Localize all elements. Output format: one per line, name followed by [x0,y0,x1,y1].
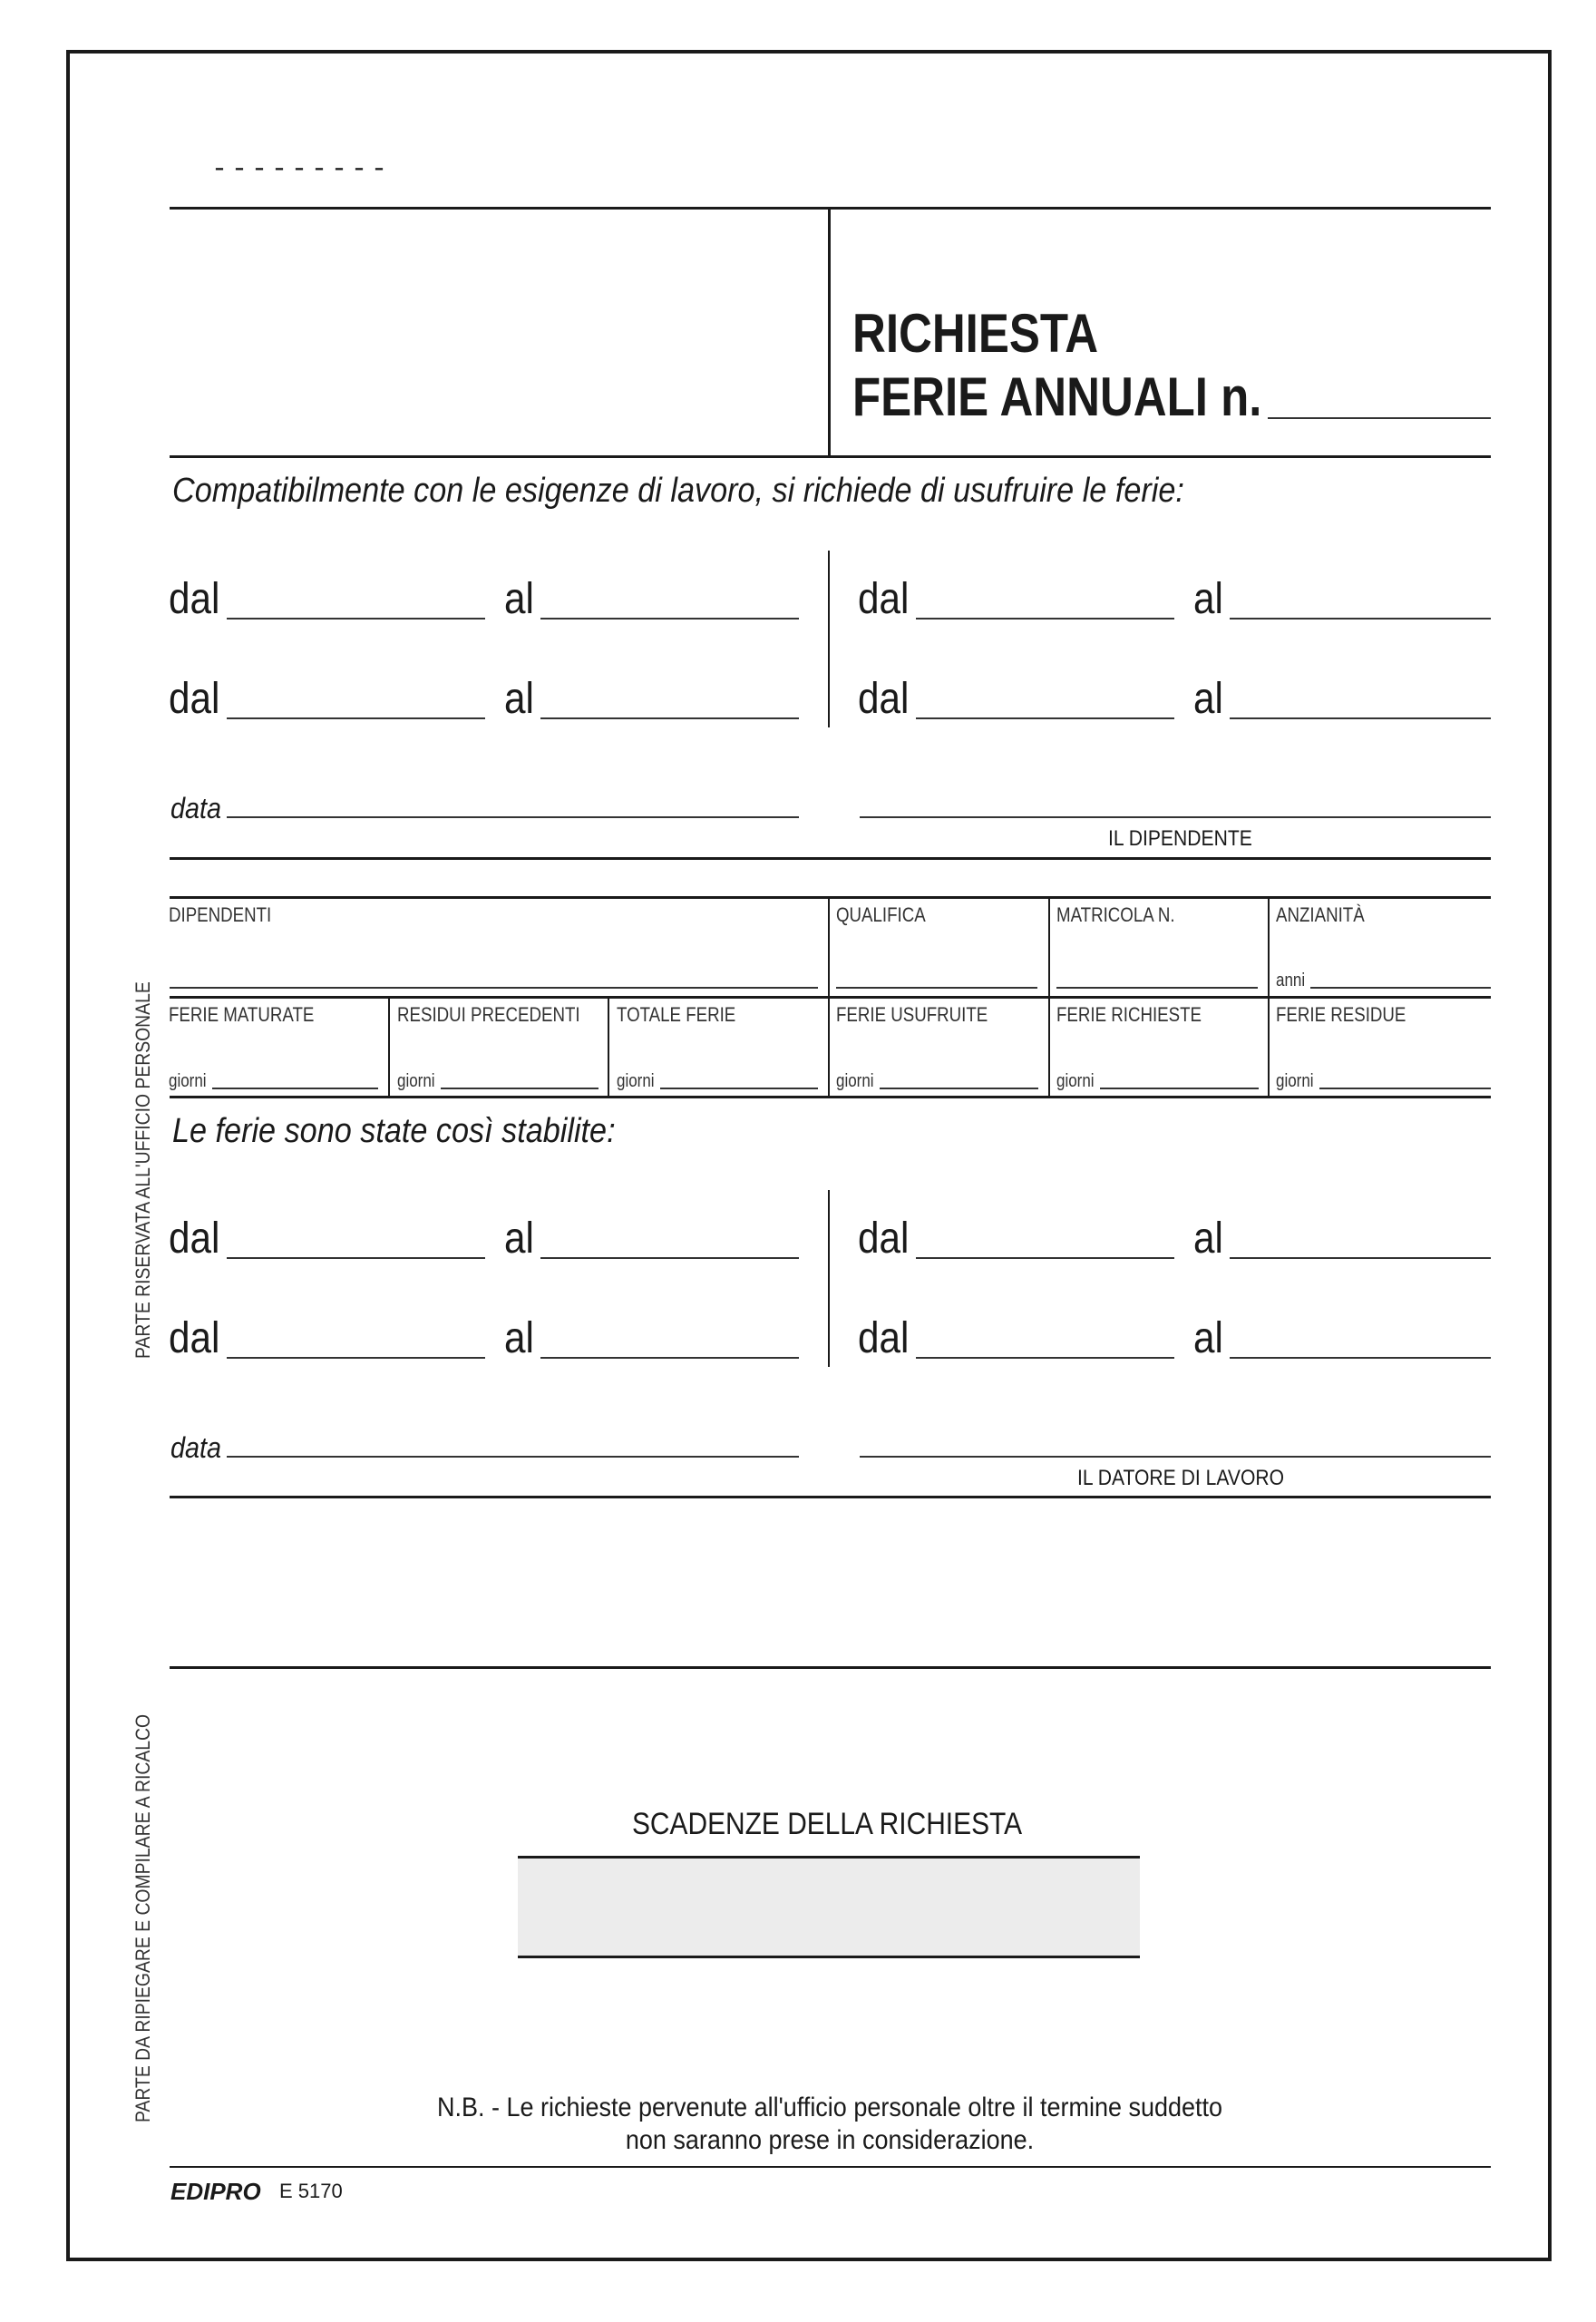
request-to-field[interactable] [540,717,799,719]
employer-signature-field[interactable] [860,1456,1491,1458]
employee-signature-label: IL DIPENDENTE [1108,826,1252,851]
established-from-field[interactable] [916,1257,1174,1259]
to-label: al [1193,1215,1223,1263]
fold-side-label: PARTE DA RIPIEGARE E COMPILARE A RICALCO [131,1713,154,2122]
from-label: dal [858,575,910,623]
table-top-rule [170,896,1491,899]
cell-ferie-richieste: FERIE RICHIESTE [1056,1003,1202,1026]
anni-label: anni [1276,971,1306,990]
giorni-label: giorni [169,1071,207,1091]
to-label: al [504,1314,534,1362]
cell-anzianita: ANZIANITÀ [1276,903,1365,926]
request-date-field[interactable] [227,816,799,818]
ferie-richieste-field[interactable] [1100,1088,1259,1089]
from-label: dal [169,575,220,623]
request-to-field[interactable] [540,618,799,620]
giorni-label: giorni [397,1071,435,1091]
giorni-label: giorni [1056,1071,1095,1091]
from-label: dal [858,1215,910,1263]
to-label: al [504,575,534,623]
employer-signature-label: IL DATORE DI LAVORO [1077,1466,1285,1490]
from-label: dal [858,675,910,723]
established-from-field[interactable] [916,1357,1174,1359]
office-reserved-side-label: PARTE RISERVATA ALL'UFFICIO PERSONALE [131,981,154,1359]
product-code: E 5170 [279,2180,343,2202]
deadlines-field[interactable] [518,1859,1140,1956]
request-date-label: data [170,792,222,824]
table-col-divider [1048,896,1050,1098]
request-from-field[interactable] [916,717,1174,719]
table-col-divider [828,896,830,1098]
established-intro: Le ferie sono state così stabilite: [172,1112,616,1150]
cell-ferie-usufruite: FERIE USUFRUITE [836,1003,988,1026]
table-middle-rule [170,996,1491,999]
established-to-field[interactable] [540,1357,799,1359]
note-line-1: N.B. - Le richieste pervenute all'ufficio personale oltre il termine suddetto [436,2093,1223,2122]
deadlines-title: SCADENZE DELLA RICHIESTA [631,1807,1023,1841]
established-divider [828,1190,830,1367]
request-to-field[interactable] [1230,717,1491,719]
request-to-field[interactable] [1230,618,1491,620]
cell-totale-ferie: TOTALE FERIE [617,1003,736,1026]
cell-residui-precedenti: RESIDUI PRECEDENTI [397,1003,580,1026]
residui-precedenti-field[interactable] [441,1088,598,1089]
established-from-field[interactable] [227,1357,485,1359]
request-divider [828,551,830,727]
brand-logo: EDIPRO [170,2178,261,2205]
cell-qualifica: QUALIFICA [836,903,926,926]
ferie-residue-field[interactable] [1319,1088,1491,1089]
request-from-field[interactable] [227,618,485,620]
request-intro: Compatibilmente con le esigenze di lavoro, si richiede di usufruire le ferie: [172,472,1184,510]
established-date-label: data [170,1431,222,1464]
table-col-divider [608,996,609,1098]
title-line-1: RICHIESTA [852,303,1099,364]
table-col-divider [1268,896,1270,1098]
established-from-field[interactable] [227,1257,485,1259]
qualifica-field[interactable] [836,987,1037,989]
from-label: dal [169,1215,220,1263]
established-to-field[interactable] [1230,1357,1491,1359]
established-date-field[interactable] [227,1456,799,1458]
header-bottom-rule [170,455,1491,458]
ferie-usufruite-field[interactable] [880,1088,1038,1089]
cell-dipendenti: DIPENDENTI [169,903,272,926]
table-col-divider [388,996,390,1098]
from-label: dal [858,1314,910,1362]
anni-field[interactable] [1310,987,1491,989]
deadlines-bottom-rule [518,1956,1140,1958]
giorni-label: giorni [836,1071,874,1091]
request-from-field[interactable] [916,618,1174,620]
to-label: al [1193,575,1223,623]
header-divider [828,207,831,457]
established-to-field[interactable] [540,1257,799,1259]
cell-ferie-residue: FERIE RESIDUE [1276,1003,1406,1026]
to-label: al [1193,1314,1223,1362]
matricola-field[interactable] [1056,987,1258,989]
fold-rule [170,1666,1491,1669]
page-title [852,302,1261,429]
title-line-2: FERIE ANNUALI n. [852,366,1262,427]
table-bottom-rule [170,1096,1491,1098]
ferie-maturate-field[interactable] [212,1088,378,1089]
section-rule [170,857,1491,860]
request-from-field[interactable] [227,717,485,719]
number-placeholder: --------- [211,154,392,185]
note-line-2: non saranno prese in considerazione. [625,2125,1035,2155]
cell-matricola: MATRICOLA N. [1056,903,1175,926]
footer-rule [170,2166,1491,2168]
note [312,2092,1348,2157]
to-label: al [504,1215,534,1263]
to-label: al [1193,675,1223,723]
established-to-field[interactable] [1230,1257,1491,1259]
section-rule [170,1496,1491,1498]
employee-signature-field[interactable] [860,816,1491,818]
dipendenti-field[interactable] [170,987,818,989]
cell-ferie-maturate: FERIE MATURATE [169,1003,315,1026]
from-label: dal [169,1314,220,1362]
to-label: al [504,675,534,723]
request-number-field[interactable] [1268,417,1491,419]
giorni-label: giorni [1276,1071,1314,1091]
from-label: dal [169,675,220,723]
totale-ferie-field[interactable] [660,1088,818,1089]
giorni-label: giorni [617,1071,655,1091]
